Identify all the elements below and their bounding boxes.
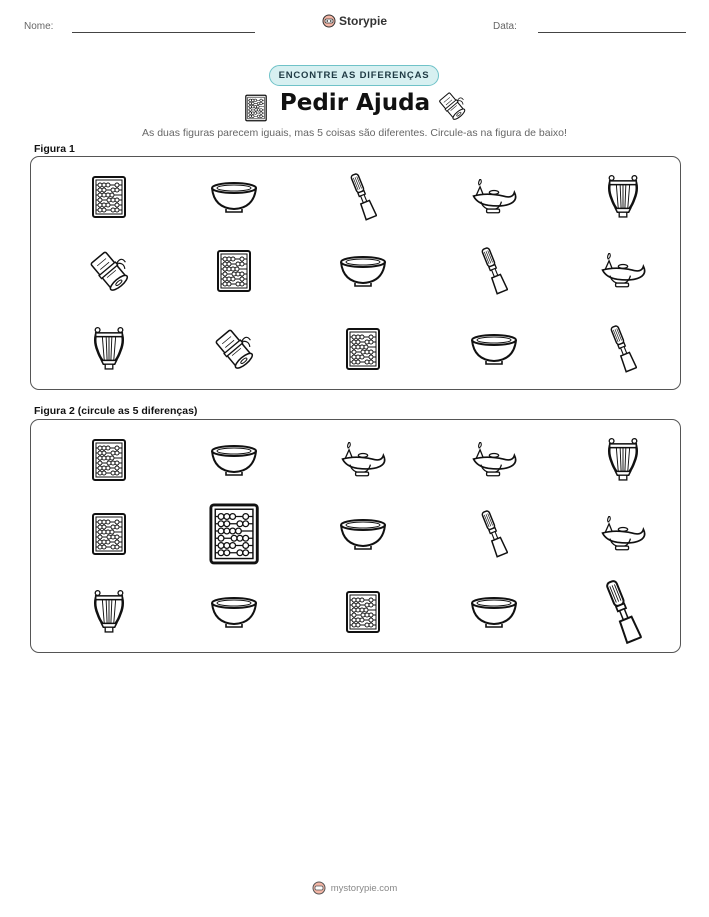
lyre-icon[interactable] xyxy=(90,589,128,635)
lamp-icon[interactable] xyxy=(468,179,520,215)
abacus-icon[interactable] xyxy=(91,175,127,219)
brand-name: Storypie xyxy=(339,14,388,28)
storypie-mascot-icon xyxy=(312,881,326,895)
bowl-icon[interactable] xyxy=(338,254,388,288)
name-label: Nome: xyxy=(24,21,54,32)
name-field[interactable] xyxy=(72,32,255,33)
abacus-icon[interactable] xyxy=(345,327,381,371)
chisel-icon[interactable] xyxy=(349,171,377,223)
activity-badge: ENCONTRE AS DIFERENÇAS xyxy=(269,65,439,86)
date-label: Data: xyxy=(493,21,517,32)
lyre-icon[interactable] xyxy=(604,174,642,220)
chisel-icon[interactable] xyxy=(609,323,637,375)
chisel-icon[interactable] xyxy=(480,508,508,560)
abacus-icon[interactable] xyxy=(91,512,127,556)
lyre-icon[interactable] xyxy=(604,437,642,483)
abacus-icon[interactable] xyxy=(208,502,260,566)
bowl-icon[interactable] xyxy=(469,332,519,366)
chisel-icon[interactable] xyxy=(480,245,508,297)
lyre-icon[interactable] xyxy=(90,326,128,372)
abacus-icon[interactable] xyxy=(91,438,127,482)
date-field[interactable] xyxy=(538,32,686,33)
bowl-icon[interactable] xyxy=(209,443,259,477)
lamp-icon[interactable] xyxy=(337,442,389,478)
figure2-frame xyxy=(30,419,681,653)
bowl-icon[interactable] xyxy=(469,595,519,629)
bowl-icon[interactable] xyxy=(209,180,259,214)
lamp-icon[interactable] xyxy=(597,516,649,552)
title-scroll-icon xyxy=(436,90,468,127)
footer-url: mystorypie.com xyxy=(330,882,398,894)
storypie-mascot-icon xyxy=(322,14,336,28)
abacus-icon[interactable] xyxy=(216,249,252,293)
figure1-frame xyxy=(30,156,681,390)
page-title: Pedir Ajuda xyxy=(279,90,431,116)
chisel-icon[interactable] xyxy=(604,577,642,647)
instructions: As duas figuras parecem iguais, mas 5 coisas são diferentes. Circule-as na figura de baixo! xyxy=(142,127,567,139)
bowl-icon[interactable] xyxy=(209,595,259,629)
figure1-label: Figura 1 xyxy=(34,143,75,155)
brand-logo xyxy=(322,14,387,28)
lamp-icon[interactable] xyxy=(468,442,520,478)
lamp-icon[interactable] xyxy=(597,253,649,289)
footer xyxy=(0,881,709,895)
figure2-label: Figura 2 (circule as 5 diferenças) xyxy=(34,405,198,417)
scroll-icon[interactable] xyxy=(86,248,132,294)
bowl-icon[interactable] xyxy=(338,517,388,551)
abacus-icon[interactable] xyxy=(345,590,381,634)
scroll-icon[interactable] xyxy=(211,326,257,372)
